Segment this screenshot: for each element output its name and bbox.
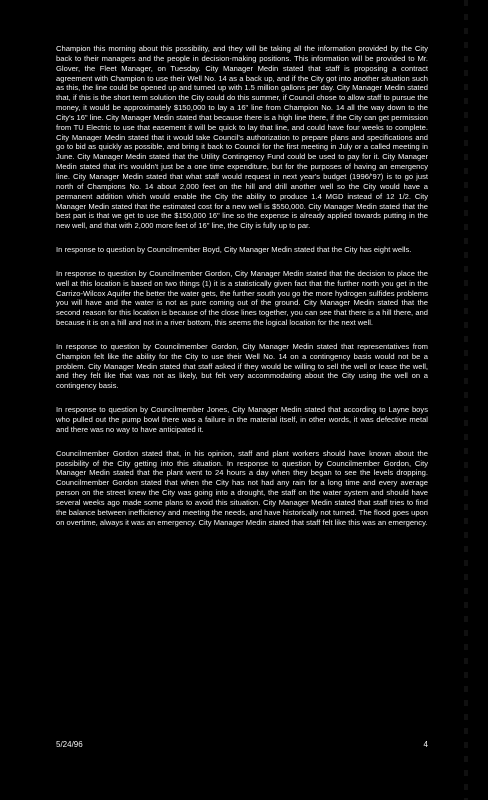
scan-edge-artifact <box>464 0 468 800</box>
document-body <box>56 44 428 541</box>
paragraph-5: In response to question by Councilmember Jones, City Manager Medin stated that according to Layne boys who pulled out the pump bowl there was a failure in the material itself, in other words, it was defective metal and there was no way to have anticipated it. <box>56 405 428 434</box>
paragraph-3: In response to question by Councilmember Gordon, City Manager Medin stated that the decision to place the well at this location is based on two things (1) it is a statistically given fact that the further north you get in the Carrizo-Wilcox Aquifer the better the water gets, the further south you go the more hydrogen sulfides problems you will have and the water is not as pure coming out of the ground. City Manager Medin stated that the second reason for this location is because of the close lines together, you can see that there is a hill there, and because it is on a hill and not in a river bottom, this seems the logical location for the next well. <box>56 268 428 328</box>
paragraph-4: In response to question by Councilmember Gordon, City Manager Medin stated that representatives from Champion felt like the ability for the City to use their Well No. 14 on a contingency basis would not be a problem. City Manager Medin stated that staff asked if they would be willing to sell the well or lease the well, and they felt like that was not as likely, but felt very accommodating about the City using the well on a contingency basis. <box>56 341 428 391</box>
page-number: 4 <box>423 740 428 749</box>
paragraph-2: In response to question by Councilmember Boyd, City Manager Medin stated that the City has eight wells. <box>56 245 412 255</box>
paragraph-6: Councilmember Gordon stated that, in his opinion, staff and plant workers should have known about the possibility of the City getting into this situation. In response to question by Councilmember Gordon, City Manager Medin stated that the plant went to 24 hours a day when they began to see the levels dropping. Councilmember Gordon stated that when the City has not had any rain for a long time and every average person on the street knew the City was going into a drought, the staff on the water system and should have several weeks ago made some plans to avoid this situation. City Manager Medin stated that staff tries to find the balance between inefficiency and meeting the needs, and have historically not turned. The flood goes upon on overtime, always it was an emergency. City Manager Medin stated that staff felt like this was an emergency. <box>56 448 428 527</box>
paragraph-1: Champion this morning about this possibility, and they will be taking all the information provided by the City back to their managers and the people in decision-making positions. This information will be provided to Mr. Glover, the Fleet Manager, on Tuesday. City Manager Medin stated that staff is proposing a contract agreement with Champion to use their Well No. 14 as a back up, and if the City got into another situation such as this, the line could be opened up and turned up with 1.5 million gallons per day. City Manager Medin stated that, if this is the short term solution the City could do this summer, if Council chose to allow staff to pursue the money, it would be approximately $150,000 to lay a 16" line from Champion No. 14 all the way down to the City's 16" line. City Manager Medin stated that because there is a high line there, if the City can get permission from TU Electric to use that easement it will be quick to lay that line, and could have four weeks to complete. City Manager Medin stated that it would take Council's authorization to prepare plans and specifications and go to bid as quickly as possible, and bring it back to Council for the first meeting in July or a called meeting in June. City Manager Medin stated that the Utility Contingency Fund could be used to pay for it. City Manager Medin stated that it's wouldn't just be a one time expenditure, but for the purposes of having an emergency line. City Manager Medin stated that what staff would request in next year's budget (1996/'97) is to go just north of Champions No. 14 about 2,000 feet on the hill and drill another well so the City would have a permanent addition which would enable the City the ability to produce 1.4 MGD instead of 12 1/2. City Manager Medin stated that the estimated cost for a new well is $550,000. City Manager Medin stated that the best part is that we get to use the $150,000 16" line so the expense is already applied towards putting in the new well, and that with 2,000 more feet of 16" line, the City is fully up to par. <box>56 44 428 231</box>
page-footer <box>56 740 428 752</box>
footer-date: 5/24/96 <box>56 740 83 749</box>
